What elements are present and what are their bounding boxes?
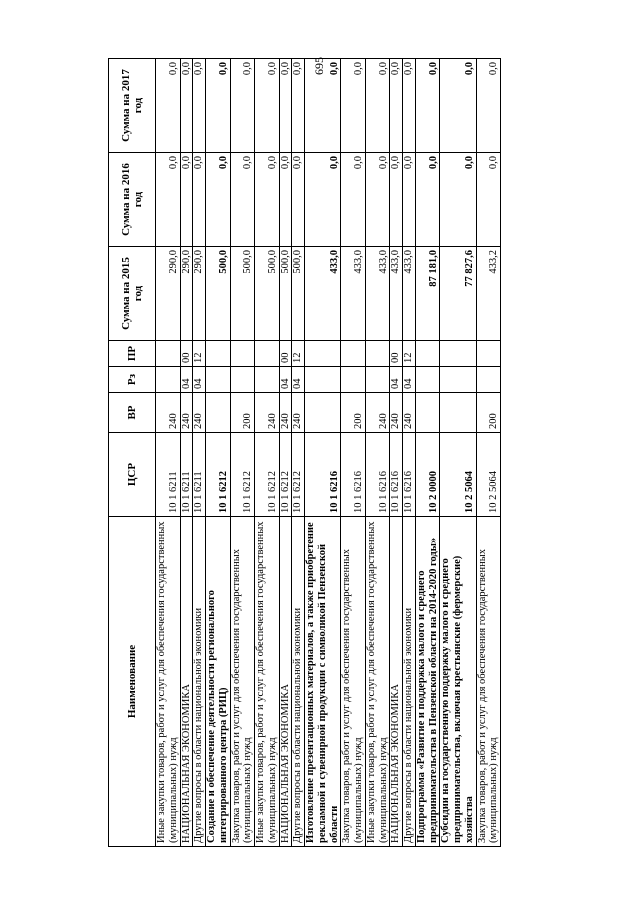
cell-name: Изготовление презентационных материалов, а также приобретение рекламной и сувенирной продукции с символикой Пензенской области bbox=[305, 517, 341, 847]
cell-rz bbox=[365, 367, 390, 393]
cell-rz: 04 bbox=[279, 367, 292, 393]
table-row bbox=[341, 59, 366, 847]
cell-csr: 10 1 6216 bbox=[403, 433, 416, 517]
cell-sum-2017: 0,0 bbox=[180, 59, 193, 153]
cell-pr: 12 bbox=[403, 341, 416, 367]
cell-rz bbox=[230, 367, 255, 393]
cell-sum-2017: 0,0 bbox=[230, 59, 255, 153]
cell-rz bbox=[305, 367, 341, 393]
cell-vr bbox=[415, 393, 440, 433]
table-row bbox=[365, 59, 390, 847]
cell-sum-2016: 0,0 bbox=[279, 153, 292, 247]
cell-csr: 10 1 6212 bbox=[292, 433, 305, 517]
cell-csr: 10 1 6212 bbox=[206, 433, 231, 517]
cell-sum-2015: 433,0 bbox=[305, 247, 341, 341]
cell-sum-2016: 0,0 bbox=[476, 153, 501, 247]
header-csr: ЦСР bbox=[109, 433, 156, 517]
cell-sum-2016: 0,0 bbox=[230, 153, 255, 247]
cell-pr bbox=[255, 341, 280, 367]
cell-rz bbox=[255, 367, 280, 393]
cell-name: НАЦИОНАЛЬНАЯ ЭКОНОМИКА bbox=[390, 517, 403, 847]
cell-sum-2016: 0,0 bbox=[156, 153, 181, 247]
cell-vr: 200 bbox=[476, 393, 501, 433]
cell-sum-2016: 0,0 bbox=[403, 153, 416, 247]
table-row bbox=[305, 59, 341, 847]
table-row bbox=[415, 59, 440, 847]
cell-name: Создание и обеспечение деятельности регионального интегрированного центра (РИЦ) bbox=[206, 517, 231, 847]
cell-sum-2015: 500,0 bbox=[206, 247, 231, 341]
header-sum-2016: Сумма на 2016 год bbox=[109, 153, 156, 247]
cell-name: Иные закупки товаров, работ и услуг для обеспечения государственных (муниципальных) нужд bbox=[255, 517, 280, 847]
table-row bbox=[180, 59, 193, 847]
cell-vr bbox=[206, 393, 231, 433]
cell-csr: 10 2 5064 bbox=[476, 433, 501, 517]
cell-name: Иные закупки товаров, работ и услуг для обеспечения государственных (муниципальных) нужд bbox=[365, 517, 390, 847]
table-row bbox=[403, 59, 416, 847]
cell-csr: 10 1 6216 bbox=[365, 433, 390, 517]
cell-sum-2015: 433,0 bbox=[403, 247, 416, 341]
cell-vr: 200 bbox=[230, 393, 255, 433]
cell-csr: 10 1 6216 bbox=[305, 433, 341, 517]
table-row bbox=[292, 59, 305, 847]
header-sum-2015: Сумма на 2015 год bbox=[109, 247, 156, 341]
header-vr: ВР bbox=[109, 393, 156, 433]
cell-rz: 04 bbox=[403, 367, 416, 393]
cell-sum-2015: 290,0 bbox=[180, 247, 193, 341]
cell-sum-2017: 0,0 bbox=[415, 59, 440, 153]
cell-pr bbox=[230, 341, 255, 367]
cell-name: Другие вопросы в области национальной экономики bbox=[403, 517, 416, 847]
cell-sum-2015: 77 827,6 bbox=[440, 247, 476, 341]
cell-pr bbox=[341, 341, 366, 367]
cell-sum-2017: 0,0 bbox=[206, 59, 231, 153]
cell-name: Подпрограмма «Развитие и поддержка малого и среднего предпринимательства в Пензенской области на 2014-2020 годы» bbox=[415, 517, 440, 847]
cell-csr: 10 1 6216 bbox=[390, 433, 403, 517]
budget-table-container bbox=[108, 59, 638, 847]
cell-pr bbox=[305, 341, 341, 367]
header-pr: ПР bbox=[109, 341, 156, 367]
cell-sum-2015: 433,0 bbox=[365, 247, 390, 341]
cell-rz bbox=[156, 367, 181, 393]
cell-sum-2017: 0,0 bbox=[279, 59, 292, 153]
cell-sum-2016: 0,0 bbox=[390, 153, 403, 247]
cell-csr: 10 1 6211 bbox=[193, 433, 206, 517]
table-row bbox=[440, 59, 476, 847]
cell-vr: 240 bbox=[403, 393, 416, 433]
table-row bbox=[390, 59, 403, 847]
cell-pr bbox=[476, 341, 501, 367]
cell-csr: 10 2 0000 bbox=[415, 433, 440, 517]
cell-sum-2017: 0,0 bbox=[341, 59, 366, 153]
cell-vr: 200 bbox=[341, 393, 366, 433]
cell-pr bbox=[365, 341, 390, 367]
table-row bbox=[476, 59, 501, 847]
cell-sum-2016: 0,0 bbox=[180, 153, 193, 247]
cell-name: Субсидии на государственную поддержку малого и среднего предпринимательства, включая крестьянские (фермерские) хозяйства bbox=[440, 517, 476, 847]
cell-sum-2017: 0,0 bbox=[193, 59, 206, 153]
cell-sum-2017: 0,0 bbox=[255, 59, 280, 153]
cell-pr bbox=[415, 341, 440, 367]
cell-pr bbox=[440, 341, 476, 367]
cell-pr: 00 bbox=[180, 341, 193, 367]
table-header-row bbox=[109, 59, 156, 847]
cell-pr: 12 bbox=[193, 341, 206, 367]
cell-vr: 240 bbox=[292, 393, 305, 433]
cell-csr: 10 1 6212 bbox=[279, 433, 292, 517]
header-sum-2017: Сумма на 2017 год bbox=[109, 59, 156, 153]
header-name: Наименование bbox=[109, 517, 156, 847]
table-row bbox=[206, 59, 231, 847]
cell-vr: 240 bbox=[156, 393, 181, 433]
cell-pr: 12 bbox=[292, 341, 305, 367]
cell-vr: 240 bbox=[279, 393, 292, 433]
cell-sum-2015: 433,0 bbox=[390, 247, 403, 341]
cell-pr: 00 bbox=[279, 341, 292, 367]
cell-vr bbox=[440, 393, 476, 433]
cell-name: Закупка товаров, работ и услуг для обеспечения государственных (муниципальных) нужд bbox=[230, 517, 255, 847]
cell-csr: 10 1 6211 bbox=[156, 433, 181, 517]
cell-vr: 240 bbox=[255, 393, 280, 433]
cell-sum-2015: 500,0 bbox=[292, 247, 305, 341]
table-row bbox=[230, 59, 255, 847]
cell-vr bbox=[305, 393, 341, 433]
cell-rz bbox=[206, 367, 231, 393]
cell-sum-2016: 0,0 bbox=[305, 153, 341, 247]
cell-sum-2016: 0,0 bbox=[415, 153, 440, 247]
cell-vr: 240 bbox=[193, 393, 206, 433]
cell-sum-2016: 0,0 bbox=[440, 153, 476, 247]
cell-sum-2017: 0,0 bbox=[403, 59, 416, 153]
cell-sum-2017: 0,0 bbox=[292, 59, 305, 153]
cell-vr: 240 bbox=[365, 393, 390, 433]
cell-sum-2017: 0,0 bbox=[476, 59, 501, 153]
cell-rz: 04 bbox=[292, 367, 305, 393]
cell-sum-2016: 0,0 bbox=[255, 153, 280, 247]
cell-csr: 10 1 6212 bbox=[255, 433, 280, 517]
cell-name: Закупка товаров, работ и услуг для обеспечения государственных (муниципальных) нужд bbox=[341, 517, 366, 847]
page-number: 695 bbox=[312, 57, 326, 75]
cell-sum-2015: 500,0 bbox=[230, 247, 255, 341]
cell-sum-2016: 0,0 bbox=[365, 153, 390, 247]
table-row bbox=[193, 59, 206, 847]
cell-sum-2016: 0,0 bbox=[193, 153, 206, 247]
cell-sum-2015: 433,0 bbox=[341, 247, 366, 341]
cell-rz bbox=[476, 367, 501, 393]
cell-rz bbox=[415, 367, 440, 393]
table-body bbox=[156, 59, 501, 847]
cell-rz: 04 bbox=[390, 367, 403, 393]
header-rz: Рз bbox=[109, 367, 156, 393]
cell-csr: 10 1 6211 bbox=[180, 433, 193, 517]
cell-name: НАЦИОНАЛЬНАЯ ЭКОНОМИКА bbox=[180, 517, 193, 847]
cell-csr: 10 2 5064 bbox=[440, 433, 476, 517]
cell-sum-2015: 87 181,0 bbox=[415, 247, 440, 341]
cell-rz: 04 bbox=[193, 367, 206, 393]
cell-rz bbox=[440, 367, 476, 393]
cell-pr bbox=[206, 341, 231, 367]
table-row bbox=[279, 59, 292, 847]
cell-pr bbox=[156, 341, 181, 367]
cell-name: Другие вопросы в области национальной экономики bbox=[292, 517, 305, 847]
cell-sum-2015: 290,0 bbox=[156, 247, 181, 341]
cell-pr: 00 bbox=[390, 341, 403, 367]
cell-sum-2017: 0,0 bbox=[156, 59, 181, 153]
cell-sum-2016: 0,0 bbox=[206, 153, 231, 247]
cell-csr: 10 1 6212 bbox=[230, 433, 255, 517]
cell-vr: 240 bbox=[390, 393, 403, 433]
budget-table bbox=[108, 58, 501, 847]
cell-sum-2017: 0,0 bbox=[305, 59, 341, 153]
table-row bbox=[156, 59, 181, 847]
cell-rz bbox=[341, 367, 366, 393]
cell-sum-2015: 500,0 bbox=[255, 247, 280, 341]
cell-name: Иные закупки товаров, работ и услуг для обеспечения государственных (муниципальных) нужд bbox=[156, 517, 181, 847]
table-row bbox=[255, 59, 280, 847]
cell-sum-2016: 0,0 bbox=[341, 153, 366, 247]
cell-sum-2016: 0,0 bbox=[292, 153, 305, 247]
cell-sum-2017: 0,0 bbox=[440, 59, 476, 153]
cell-csr: 10 1 6216 bbox=[341, 433, 366, 517]
cell-name: Закупка товаров, работ и услуг для обеспечения государственных (муниципальных) нужд bbox=[476, 517, 501, 847]
cell-sum-2015: 500,0 bbox=[279, 247, 292, 341]
cell-sum-2017: 0,0 bbox=[365, 59, 390, 153]
cell-name: Другие вопросы в области национальной экономики bbox=[193, 517, 206, 847]
cell-sum-2017: 0,0 bbox=[390, 59, 403, 153]
cell-sum-2015: 290,0 bbox=[193, 247, 206, 341]
cell-sum-2015: 433,2 bbox=[476, 247, 501, 341]
cell-vr: 240 bbox=[180, 393, 193, 433]
cell-rz: 04 bbox=[180, 367, 193, 393]
cell-name: НАЦИОНАЛЬНАЯ ЭКОНОМИКА bbox=[279, 517, 292, 847]
